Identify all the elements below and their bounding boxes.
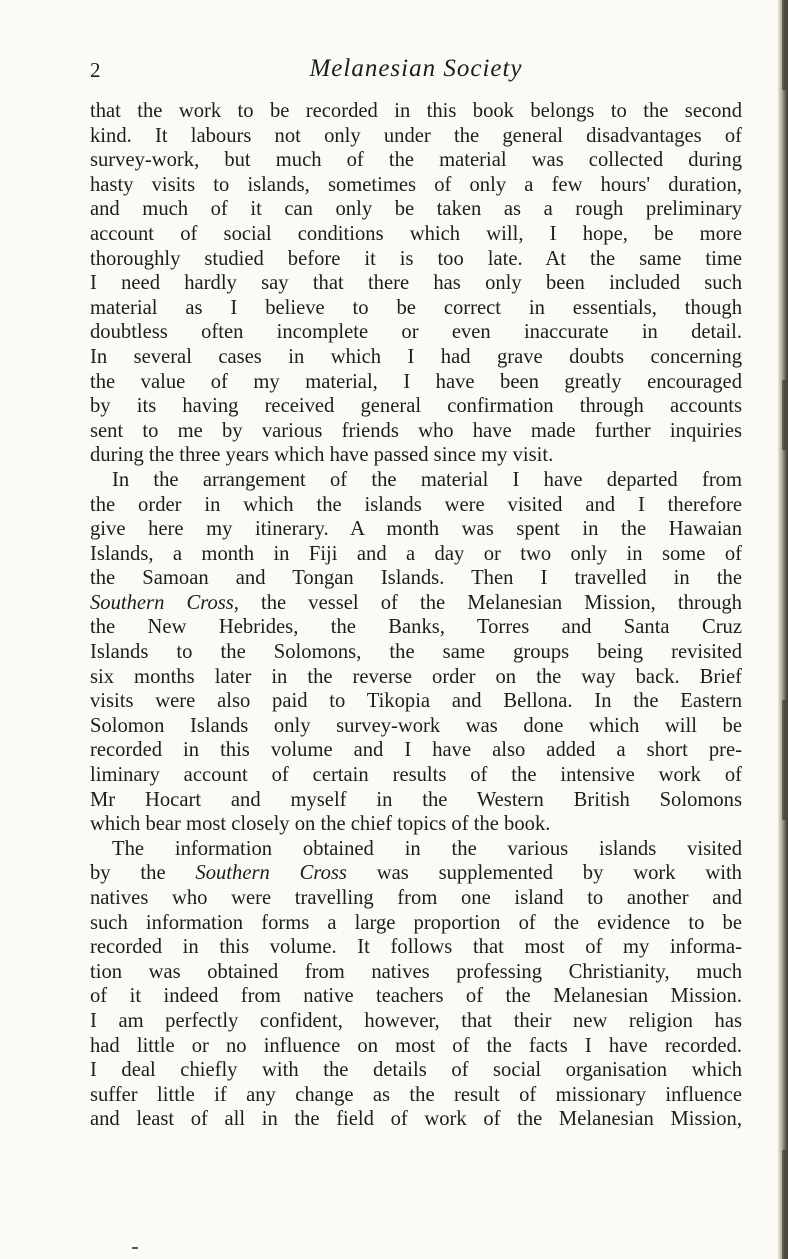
text-run: Islands to the Solomons, the same groups being revisited [90,641,742,664]
stray-ink-mark [132,1247,138,1249]
text-line [90,665,742,690]
text-run: had little or no influence on most of the facts I have recorded. [90,1034,742,1057]
text-run: suffer little if any change as the result of missionary influence [90,1083,742,1106]
text-line [90,1009,742,1034]
spine-mark [782,380,786,450]
text-line [90,148,742,173]
book-spine-shadow [778,0,788,1259]
text-run: In the arrangement of the material I have departed from [112,468,742,491]
text-line [90,271,742,296]
text-line [90,247,742,272]
text-line [90,1083,742,1108]
page-number: 2 [90,58,102,82]
text-run: visits were also paid to Tikopia and Bellona. In the Eastern [90,690,742,713]
text-run: Mr Hocart and myself in the Western British Solomons [90,788,742,811]
text-run: was supplemented by work with [346,862,742,885]
text-run: In several cases in which I had grave doubts concerning [90,345,742,368]
text-run: give here my itinerary. A month was spent in the Hawaian [90,518,742,541]
text-run: recorded in this volume. It follows that most of my informa- [90,936,742,959]
text-run: by its having received general confirmation through accounts [90,395,742,418]
text-line [90,419,742,444]
text-line [90,542,742,567]
text-run: and least of all in the field of work of the Melanesian Mission, [90,1108,742,1131]
text-run: natives who were travelling from one island to another and [90,887,742,909]
text-line [90,1058,742,1083]
text-line [90,99,742,124]
text-run: six months later in the reverse order on the way back. Brief [90,665,742,688]
text-run: sent to me by various friends who have made further inquiries [90,419,742,442]
text-run: the order in which the islands were visited and I therefore [90,493,742,516]
text-run: survey-work, but much of the material was collected during [90,149,742,172]
text-line [90,443,742,468]
text-run: recorded in this volume and I have also added a short pre- [90,739,742,762]
text-line [90,812,742,837]
text-line [90,911,742,936]
text-run: that the work to be recorded in this book belongs to the second [90,100,742,122]
paragraph [90,837,742,1132]
text-run: kind. It labours not only under the general disadvantages of [90,124,742,147]
text-run: Islands, a month in Fiji and a day or two only in some of [90,542,742,565]
text-line [90,935,742,960]
text-line [90,468,742,493]
spine-mark [782,0,786,90]
text-line [90,493,742,518]
text-line [90,714,742,739]
text-line [90,345,742,370]
italic-ship-name: Southern Cross [195,862,347,885]
text-run: liminary account of certain results of the intensive work of [90,764,742,787]
paragraph [90,468,742,837]
text-line [90,837,742,862]
text-line [90,738,742,763]
text-line [90,689,742,714]
text-line [90,370,742,395]
text-line [90,517,742,542]
text-line [90,1107,742,1132]
text-line [90,960,742,985]
text-line [90,296,742,321]
text-line [90,763,742,788]
paragraph [90,99,742,468]
text-line [90,861,742,886]
text-line [90,640,742,665]
text-run: I am perfectly confident, however, that their new religion has [90,1009,742,1032]
text-run: tion was obtained from natives professing Christianity, much [90,960,742,983]
text-line [90,886,742,911]
text-run: thoroughly studied before it is too late. At the same time [90,247,742,270]
italic-ship-name: Southern Cross [90,591,234,614]
text-run: account of social conditions which will, I hope, be more [90,222,742,245]
text-line [90,197,742,222]
text-run: , the vessel of the Melanesian Mission, through [233,591,742,614]
text-run: by the [90,862,196,885]
running-title: Melanesian Society [309,55,523,82]
text-line [90,124,742,149]
text-run: doubtless often incomplete or even inaccurate in detail. [90,321,742,344]
text-run: such information forms a large proportion of the evidence to be [90,911,742,934]
text-line [90,984,742,1009]
text-run: the value of my material, I have been greatly encouraged [90,370,742,393]
text-line [90,173,742,198]
body-text [90,99,742,1132]
spine-mark [782,1150,786,1259]
text-run: The information obtained in the various islands visited [112,837,742,860]
text-line [90,615,742,640]
text-run: I deal chiefly with the details of social organisation which [90,1059,742,1082]
text-run: and much of it can only be taken as a rough preliminary [90,198,742,221]
text-line [90,394,742,419]
text-run: the New Hebrides, the Banks, Torres and Santa Cruz [90,616,742,639]
page-header [90,52,742,92]
text-run: of it indeed from native teachers of the Melanesian Mission. [90,985,742,1008]
text-line [90,222,742,247]
text-run: during the three years which have passed since my visit. [90,444,554,467]
text-run: hasty visits to islands, sometimes of only a few hours' duration, [90,173,742,196]
text-line [90,320,742,345]
text-line [90,591,742,616]
text-run: the Samoan and Tongan Islands. Then I travelled in the [90,567,742,590]
text-run: which bear most closely on the chief topics of the book. [90,813,551,836]
text-run: Solomon Islands only survey-work was done which will be [90,714,742,737]
text-line [90,566,742,591]
text-line [90,1034,742,1059]
text-run: material as I believe to be correct in essentials, though [90,296,742,319]
spine-mark [782,700,786,820]
text-line [90,788,742,813]
text-run: I need hardly say that there has only been included such [90,272,742,295]
